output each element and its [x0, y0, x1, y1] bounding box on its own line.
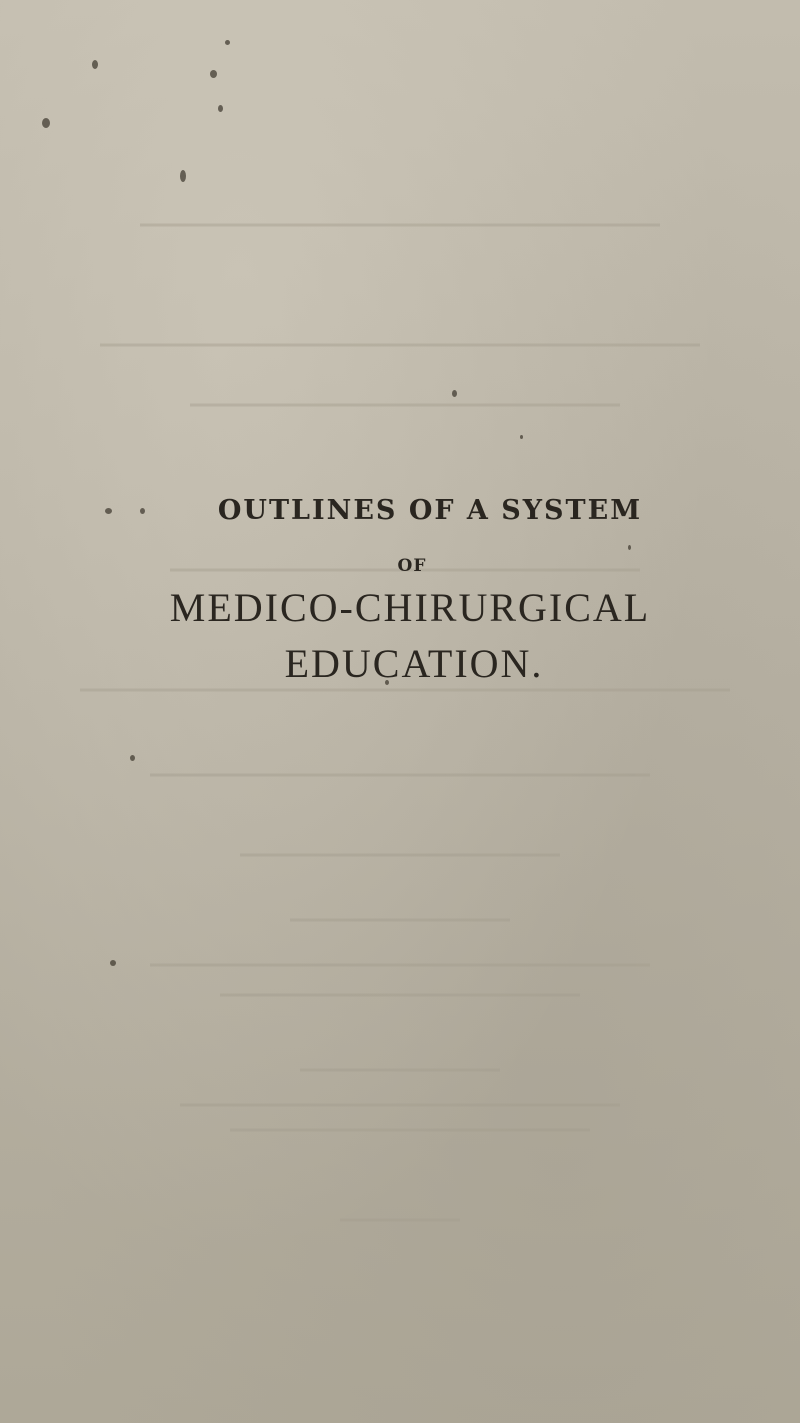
title-line-of: OF: [397, 556, 427, 576]
title-line-education: EDUCATION.: [284, 641, 544, 686]
title-line-medico-chirurgical: MEDICO-CHIRURGICAL: [169, 585, 651, 630]
title-line-outlines: OUTLINES OF A SYSTEM: [217, 495, 643, 526]
